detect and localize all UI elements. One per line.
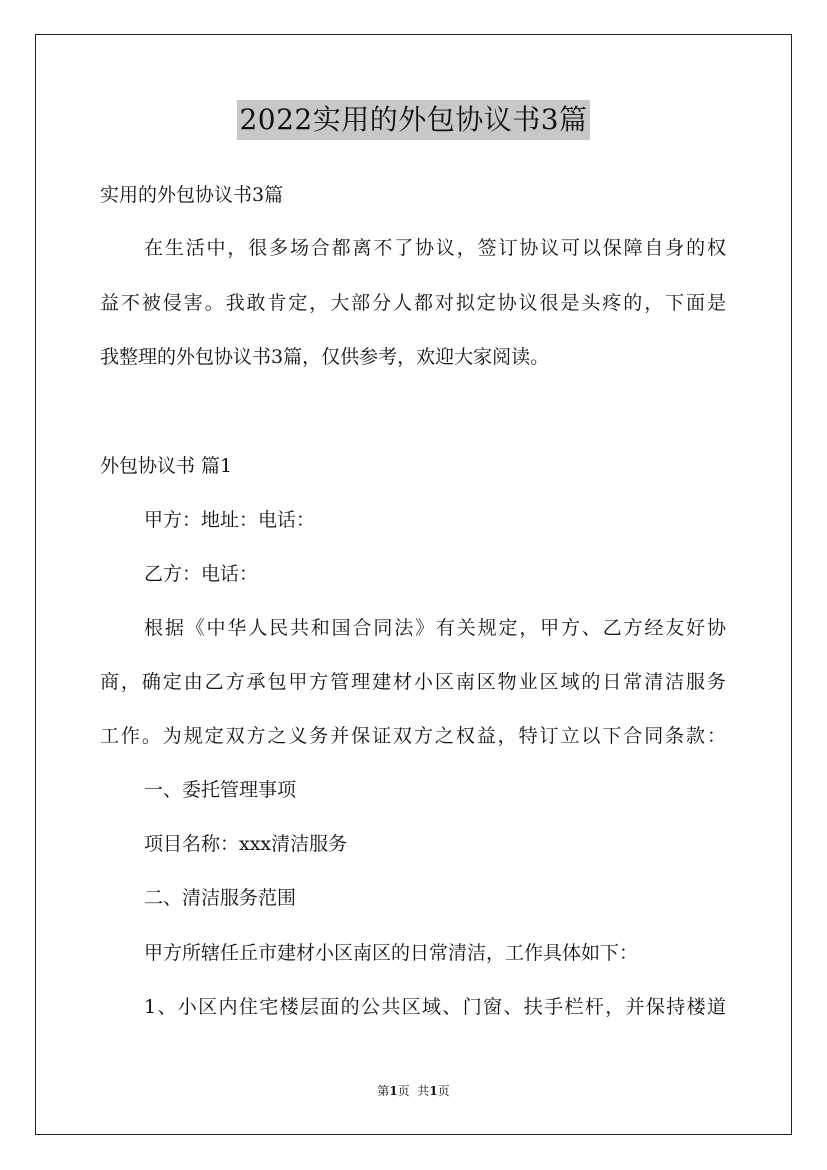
footer-suffix: 页 <box>437 1084 450 1098</box>
title-container <box>0 100 827 140</box>
subtitle-line: 实用的外包协议书3篇 <box>100 184 284 206</box>
section-heading: 外包协议书 篇1 <box>100 455 233 477</box>
body-line: 乙方：电话： <box>144 563 259 585</box>
footer-total-pages: 1 <box>429 1084 438 1098</box>
body-line: 根据《中华人民共和国合同法》有关规定，甲方、乙方经友好协 <box>144 617 726 639</box>
page-footer <box>0 1083 827 1099</box>
body-line: 二、清洁服务范围 <box>144 887 297 909</box>
body-line: 我整理的外包协议书3篇，仅供参考，欢迎大家阅读。 <box>100 346 550 368</box>
document-title: 2022实用的外包协议书3篇 <box>237 100 589 140</box>
body-line: 在生活中，很多场合都离不了协议，签订协议可以保障自身的权 <box>144 237 726 259</box>
body-line: 甲方所辖任丘市建材小区南区的日常清洁，工作具体如下： <box>144 942 639 964</box>
body-line: 项目名称：xxx清洁服务 <box>144 833 348 855</box>
body-line: 益不被侵害。我敢肯定，大部分人都对拟定协议很是头疼的，下面是 <box>100 292 726 314</box>
body-line: 一、委托管理事项 <box>144 779 297 801</box>
body-line: 1、小区内住宅楼层面的公共区域、门窗、扶手栏杆，并保持楼道 <box>144 996 726 1018</box>
footer-prefix: 第 <box>377 1084 390 1098</box>
body-line: 工作。为规定双方之义务并保证双方之权益，特订立以下合同条款： <box>100 725 726 747</box>
footer-current-page: 1 <box>389 1084 398 1098</box>
footer-mid: 页 共 <box>397 1084 430 1098</box>
body-line: 甲方：地址：电话： <box>144 509 316 531</box>
body-line: 商，确定由乙方承包甲方管理建材小区南区物业区域的日常清洁服务 <box>100 671 726 693</box>
